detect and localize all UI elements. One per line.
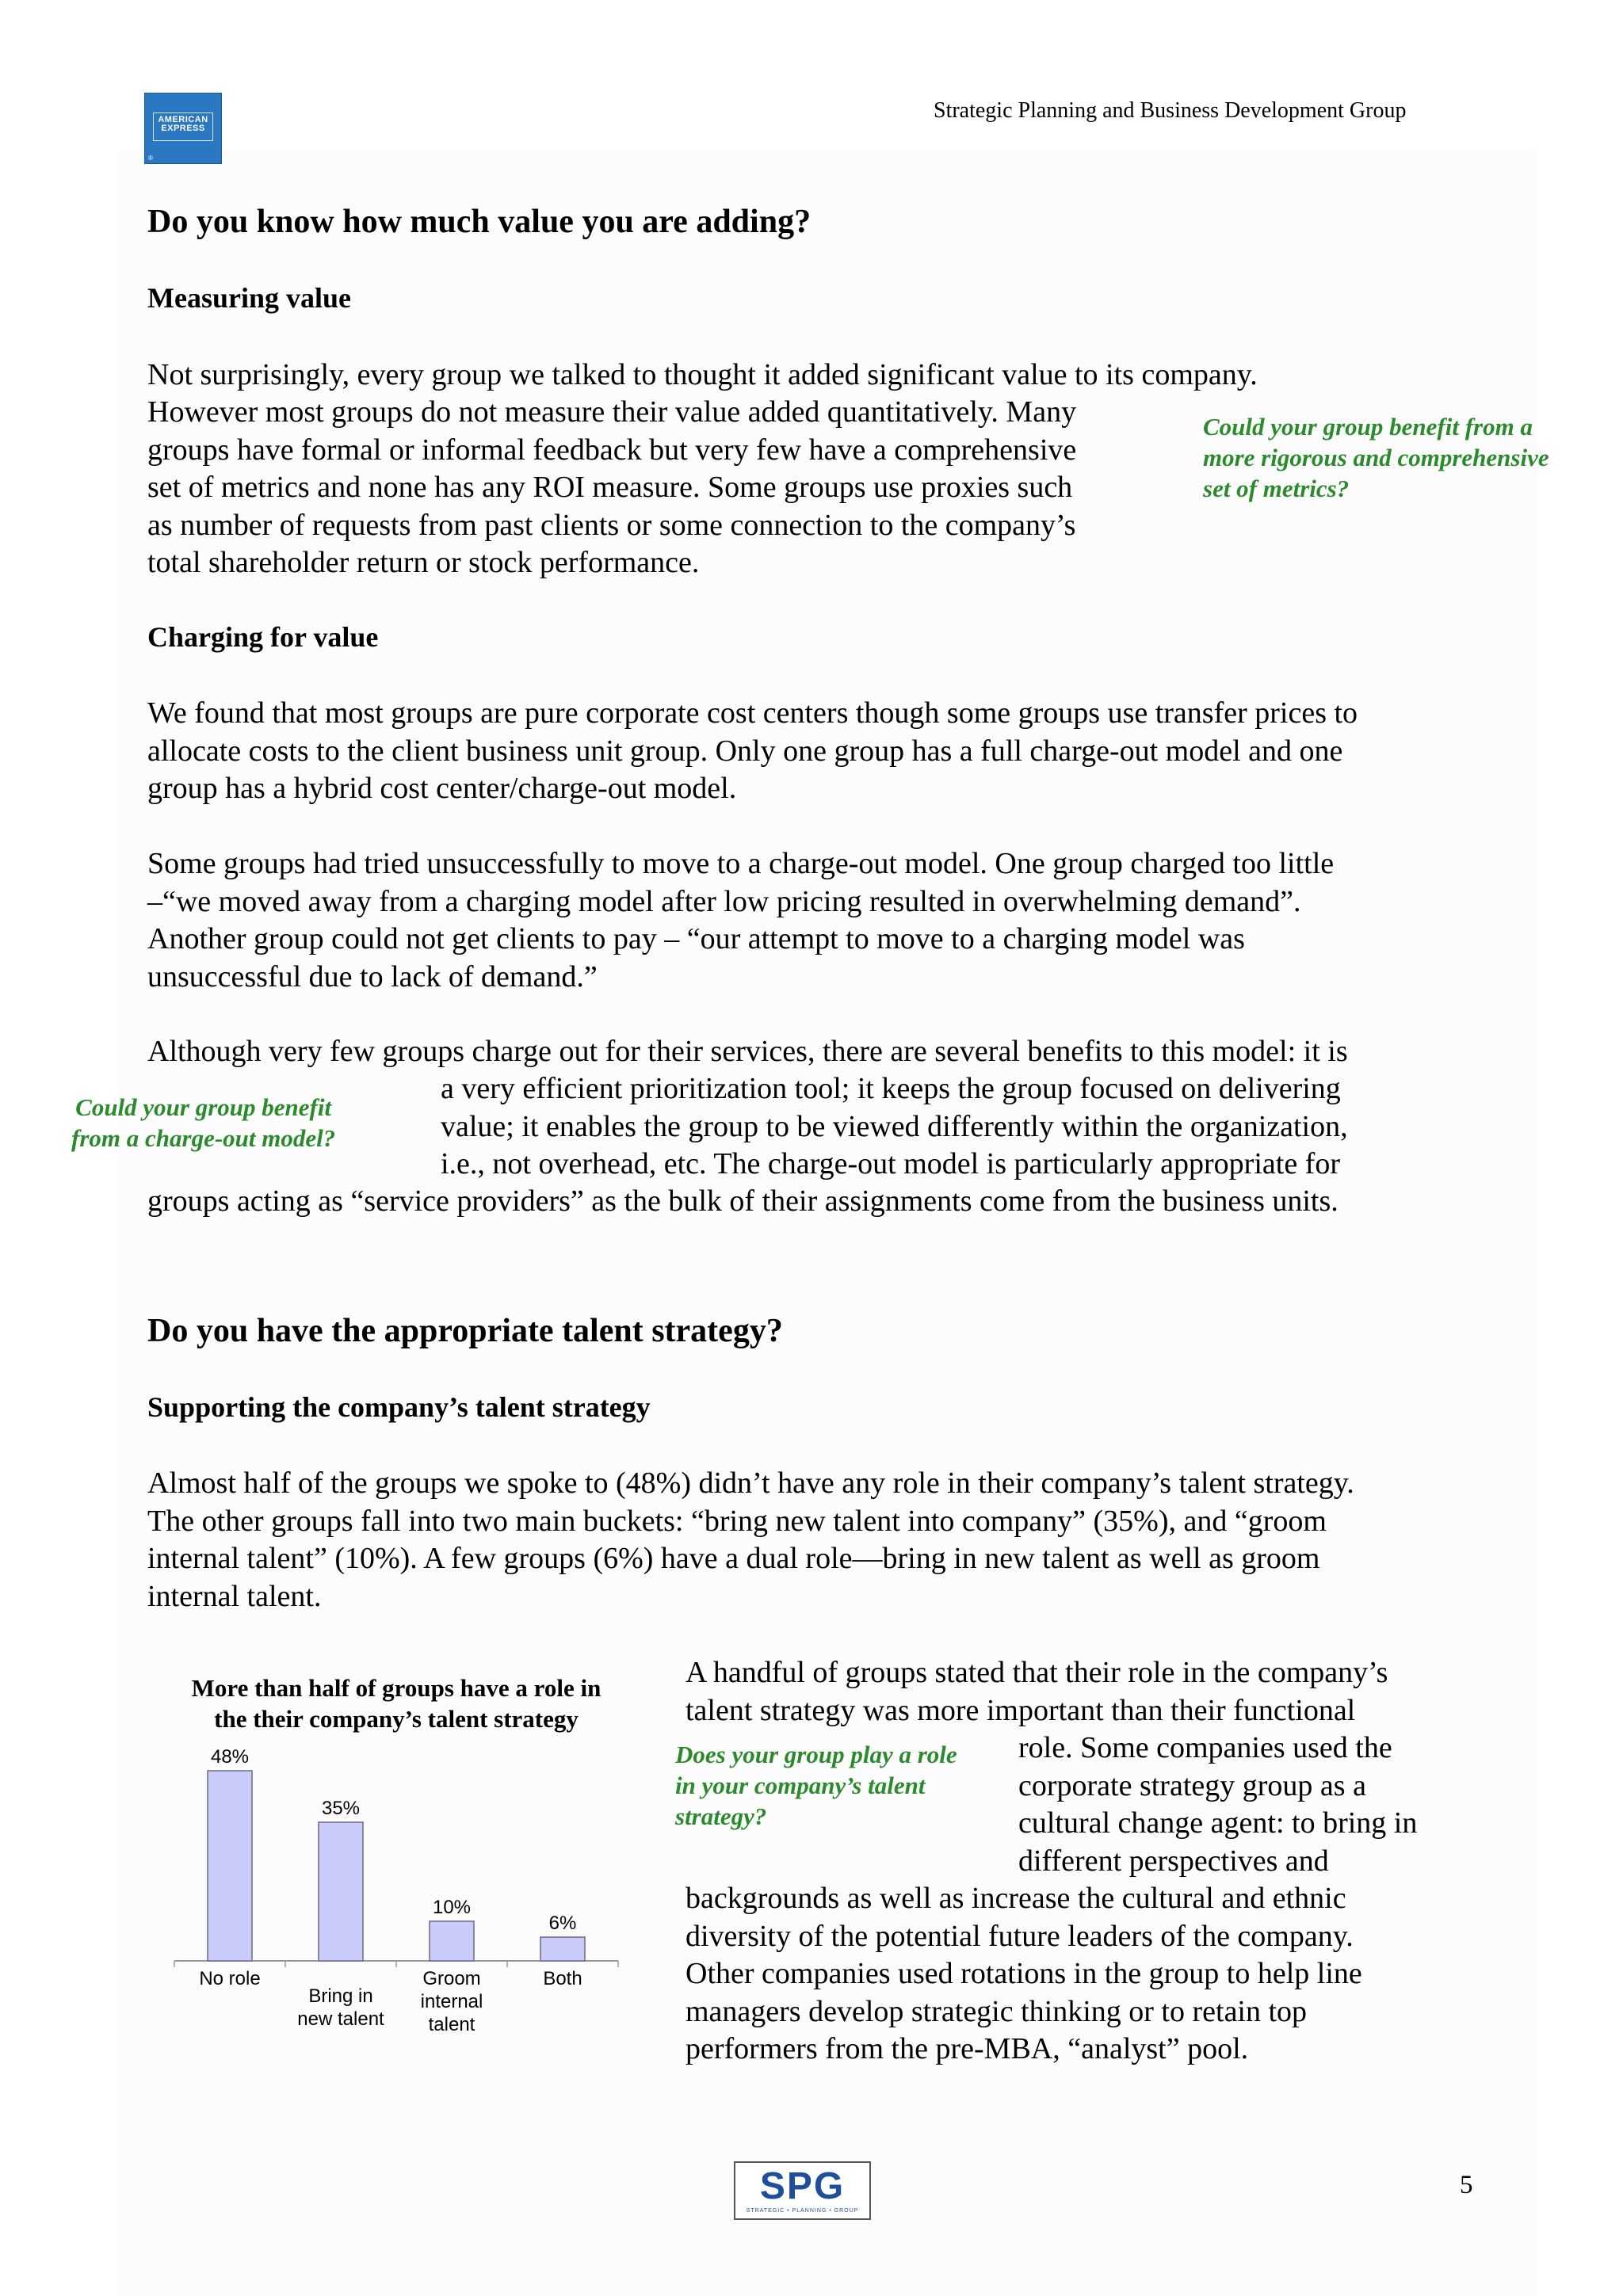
- paragraph-line: internal talent.: [147, 1579, 322, 1613]
- callout-talent-role: [675, 1739, 957, 1832]
- chart-category-label: No role: [199, 1968, 261, 1989]
- paragraph-line: Another group could not get clients to pay – “our attempt to move to a charging model was: [147, 922, 1245, 955]
- paragraph-line: Some groups had tried unsuccessfully to move to a charge-out model. One group charged too little: [147, 847, 1335, 880]
- page-number: 5: [1460, 2171, 1473, 2199]
- paragraph-line: role. Some companies used the: [1018, 1731, 1392, 1764]
- chart-category-label: Groom internal talent: [420, 1968, 483, 2035]
- logo-text-line: AMERICAN: [158, 115, 208, 124]
- paragraph-line: different perspectives and: [1018, 1844, 1329, 1878]
- chart-bar: [430, 1921, 474, 1961]
- paragraph-line: diversity of the potential future leaders of the company.: [685, 1919, 1354, 1953]
- callout-line: Could your group benefit from a: [1203, 413, 1533, 441]
- subheading-charging-for-value: Charging for value: [147, 621, 379, 653]
- paragraph-line: Although very few groups charge out for their services, there are several benefits to this model: it is: [147, 1035, 1348, 1068]
- paragraph-line: allocate costs to the client business unit group. Only one group has a full charge-out model and one: [147, 734, 1343, 768]
- section-heading-talent: Do you have the appropriate talent strategy?: [147, 1313, 783, 1349]
- paragraph-line: i.e., not overhead, etc. The charge-out model is particularly appropriate for: [441, 1147, 1340, 1180]
- paragraph-line: total shareholder return or stock performance.: [147, 546, 700, 579]
- charging-paragraph-1: [147, 695, 1358, 808]
- charging-paragraph-2: [147, 845, 1334, 996]
- paragraph-line: A handful of groups stated that their role in the company’s: [685, 1656, 1388, 1689]
- measuring-paragraph: [147, 394, 1076, 582]
- logo-text-line: EXPRESS: [161, 124, 205, 133]
- chart-title: [158, 1672, 634, 1734]
- subheading-talent-strategy: Supporting the company’s talent strategy: [147, 1391, 651, 1423]
- paragraph-line: set of metrics and none has any ROI measure. Some groups use proxies such: [147, 471, 1073, 504]
- paragraph-line: Almost half of the groups we spoke to (48%) didn’t have any role in their company’s talent strategy.: [147, 1466, 1354, 1500]
- chart-bar: [208, 1771, 252, 1961]
- paragraph-line: a very efficient prioritization tool; it keeps the group focused on delivering: [441, 1072, 1341, 1105]
- paragraph-line: groups have formal or informal feedback but very few have a comprehensive: [147, 433, 1077, 467]
- paragraph-line: performers from the pre-MBA, “analyst” pool.: [685, 2032, 1249, 2065]
- paragraph-line: We found that most groups are pure corporate cost centers though some groups use transfer prices to: [147, 696, 1358, 730]
- paragraph-line: –“we moved away from a charging model after low pricing resulted in overwhelming demand”.: [147, 884, 1301, 918]
- callout-line: in your company’s talent: [675, 1772, 926, 1799]
- paragraph-line: internal talent” (10%). A few groups (6%) have a dual role—bring in new talent as well as groom: [147, 1542, 1320, 1575]
- paragraph-line: value; it enables the group to be viewed differently within the organization,: [441, 1109, 1348, 1143]
- talent-role-bar-chart: [158, 1731, 634, 2044]
- chart-value-label: 10%: [432, 1897, 472, 1918]
- paragraph-line: talent strategy was more important than their functional: [685, 1693, 1356, 1727]
- spg-logo-text: SPG: [759, 2165, 846, 2207]
- paragraph-line: cultural change agent: to bring in: [1018, 1806, 1418, 1840]
- talent-right-text-bottom: [685, 1880, 1362, 2069]
- talent-paragraph: [147, 1465, 1354, 1615]
- chart-value-label: 35%: [321, 1798, 361, 1819]
- subheading-measuring-value: Measuring value: [147, 282, 351, 314]
- callout-line: more rigorous and comprehensive: [1203, 444, 1549, 471]
- chart-category-label: Bring in new talent: [297, 1985, 384, 2030]
- callout-line: Does your group play a role: [675, 1741, 957, 1768]
- callout-metrics: [1203, 411, 1549, 504]
- paragraph-line: The other groups fall into two main buckets: “bring new talent into company” (35%), and “groom: [147, 1504, 1327, 1538]
- paragraph-line: Not surprisingly, every group we talked to thought it added significant value to its company.: [147, 358, 1258, 391]
- callout-line: set of metrics?: [1203, 475, 1350, 502]
- spg-logo: [734, 2161, 871, 2220]
- paragraph-line: group has a hybrid cost center/charge-out model.: [147, 772, 737, 805]
- chart-title-line: the their company’s talent strategy: [214, 1705, 579, 1733]
- paragraph-line: Other companies used rotations in the group to help line: [685, 1957, 1362, 1990]
- charging-paragraph-3-indented: [441, 1070, 1348, 1184]
- chart-title-line: More than half of groups have a role in: [191, 1674, 601, 1702]
- callout-line: Could your group benefit: [75, 1093, 332, 1121]
- paragraph-line: groups acting as “service providers” as the bulk of their assignments come from the business units.: [147, 1184, 1338, 1218]
- callout-line: from a charge-out model?: [71, 1124, 336, 1152]
- chart-bar: [319, 1822, 363, 1961]
- paragraph-line: as number of requests from past clients or some connection to the company’s: [147, 508, 1076, 542]
- spg-logo-tagline: STRATEGIC • PLANNING • GROUP: [746, 2208, 859, 2214]
- paragraph-line: However most groups do not measure their value added quantitatively. Many: [147, 395, 1077, 429]
- paragraph-line: unsuccessful due to lack of demand.”: [147, 959, 598, 994]
- header-group-name: Strategic Planning and Business Development Group: [934, 98, 1407, 123]
- talent-right-text-top: [685, 1654, 1388, 1730]
- callout-charge-out: [71, 1092, 335, 1154]
- chart-value-label: 6%: [548, 1913, 577, 1934]
- paragraph-line: backgrounds as well as increase the cultural and ethnic: [685, 1882, 1346, 1915]
- section-heading-value: Do you know how much value you are adding?: [147, 204, 812, 240]
- american-express-logo: AMERICAN EXPRESS ®: [144, 93, 222, 164]
- chart-bar: [540, 1937, 585, 1961]
- talent-right-text-indented: [1018, 1730, 1417, 1880]
- paragraph-line: managers develop strategic thinking or to retain top: [685, 1994, 1308, 2028]
- chart-value-label: 48%: [210, 1746, 250, 1768]
- paragraph-line: corporate strategy group as a: [1018, 1768, 1366, 1802]
- chart-category-label: Both: [543, 1968, 582, 1989]
- callout-line: strategy?: [675, 1802, 767, 1830]
